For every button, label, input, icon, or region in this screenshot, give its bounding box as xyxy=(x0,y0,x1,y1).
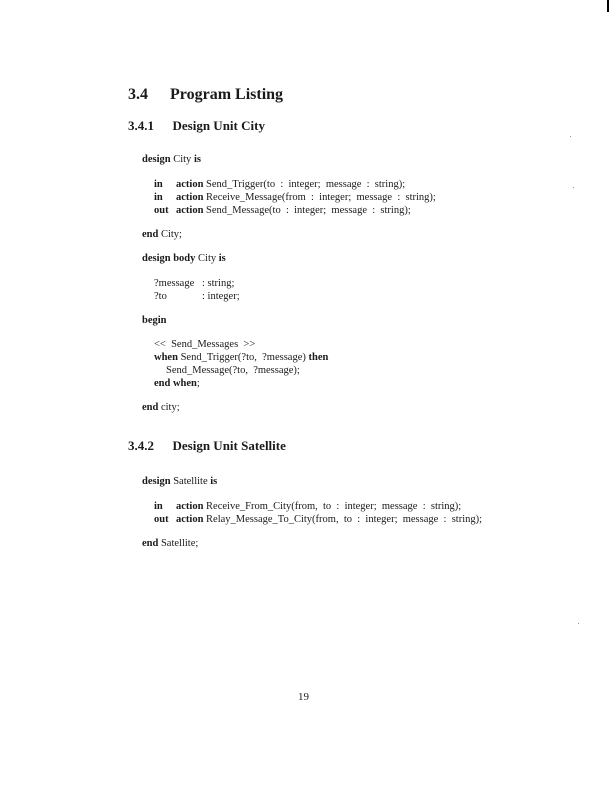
code-line-design-body xyxy=(142,252,226,265)
code-line-rule-action xyxy=(166,364,300,377)
keyword-in: in xyxy=(154,501,163,512)
scan-speck xyxy=(573,187,574,188)
section-number: 3.4 xyxy=(128,86,148,103)
keyword-action: action xyxy=(176,192,204,203)
code-line-action xyxy=(154,178,405,191)
section-heading xyxy=(128,86,283,104)
code-line-design-satellite xyxy=(142,475,217,488)
rule-action: Send_Message(?to, ?message); xyxy=(166,365,300,376)
keyword-design: design xyxy=(142,253,171,264)
code-line-begin xyxy=(142,314,167,327)
action-signature: Receive_From_City(from, to : integer; message : string); xyxy=(206,501,462,512)
action-signature: Send_Trigger(to : integer; message : string); xyxy=(206,179,406,190)
scan-speck xyxy=(570,136,571,137)
action-signature: Receive_Message(from : integer; message : string); xyxy=(206,192,436,203)
keyword-body: body xyxy=(173,253,196,264)
keyword-when: when xyxy=(154,352,178,363)
keyword-design: design xyxy=(142,154,171,165)
keyword-end: end xyxy=(142,538,159,549)
keyword-begin: begin xyxy=(142,315,167,326)
unit-name: City xyxy=(198,253,217,264)
var-type: : string; xyxy=(202,278,235,289)
keyword-in: in xyxy=(154,179,163,190)
keyword-action: action xyxy=(176,205,204,216)
code-line-rule-label xyxy=(154,338,255,351)
end-unit-name: Satellite; xyxy=(160,538,199,549)
end-body-name: city; xyxy=(160,402,180,413)
keyword-end: end xyxy=(154,378,171,389)
rule-label: << Send_Messages >> xyxy=(154,339,256,350)
keyword-out: out xyxy=(154,205,169,216)
keyword-is: is xyxy=(218,253,226,264)
subsection-number: 3.4.1 xyxy=(128,118,154,133)
code-line-action xyxy=(154,500,461,513)
section-title: Program Listing xyxy=(170,86,284,103)
keyword-when: when xyxy=(172,378,197,389)
var-name: ?to xyxy=(154,291,167,302)
subsection-title: Design Unit City xyxy=(172,118,265,133)
subsection-heading-satellite xyxy=(128,438,286,454)
keyword-action: action xyxy=(176,179,204,190)
end-unit-name: City; xyxy=(160,229,182,240)
unit-name: Satellite xyxy=(173,476,208,487)
keyword-then: then xyxy=(308,352,329,363)
keyword-is: is xyxy=(193,154,201,165)
code-line-when xyxy=(154,351,328,364)
var-type: : integer; xyxy=(202,291,240,302)
code-line-end-satellite xyxy=(142,537,198,550)
code-line-design-city xyxy=(142,153,201,166)
keyword-end: end xyxy=(142,402,159,413)
code-line-action xyxy=(154,513,482,526)
action-signature: Send_Message(to : integer; message : string); xyxy=(206,205,411,216)
keyword-in: in xyxy=(154,192,163,203)
subsection-number: 3.4.2 xyxy=(128,438,154,453)
unit-name: City xyxy=(173,154,192,165)
page-number: 19 xyxy=(298,691,309,703)
code-line-end-city xyxy=(142,228,182,241)
code-line-var xyxy=(154,290,240,303)
code-line-end-body xyxy=(142,401,180,414)
subsection-title: Design Unit Satellite xyxy=(172,438,286,453)
when-condition: Send_Trigger(?to, ?message) xyxy=(180,352,306,363)
keyword-design: design xyxy=(142,476,171,487)
scan-edge-mark xyxy=(607,0,609,12)
keyword-end: end xyxy=(142,229,159,240)
keyword-action: action xyxy=(176,514,204,525)
code-line-action xyxy=(154,191,436,204)
action-signature: Relay_Message_To_City(from, to : integer; message : string); xyxy=(206,514,483,525)
code-line-end-when xyxy=(154,377,200,390)
var-name: ?message xyxy=(154,278,195,289)
subsection-heading-city xyxy=(128,118,265,134)
keyword-out: out xyxy=(154,514,169,525)
keyword-is: is xyxy=(210,476,218,487)
code-line-var xyxy=(154,277,234,290)
scan-speck xyxy=(578,623,579,624)
code-line-action xyxy=(154,204,411,217)
semicolon: ; xyxy=(196,378,200,389)
keyword-action: action xyxy=(176,501,204,512)
